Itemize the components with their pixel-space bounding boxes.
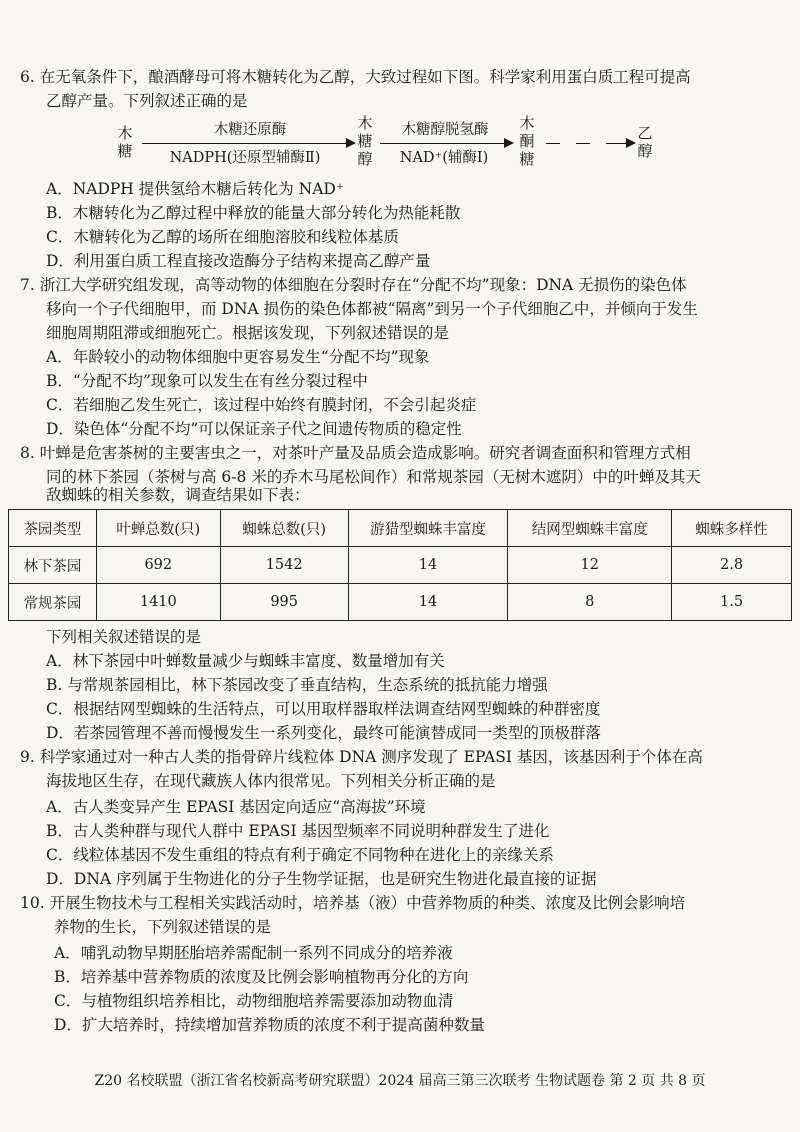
q9-option-a: A．古人类变异产生 EPASI 基因定向适应“高海拔”环境	[46, 798, 426, 816]
q7-stem-line2: 移向一个子代细胞甲，而 DNA 损伤的染色体都被“隔离”到另一个子代细胞乙中，并倾向于发生	[46, 300, 698, 318]
arrow1-enzyme-label: 木糖还原酶	[213, 122, 287, 138]
arrow1-cofactor-label: NADPH(还原型辅酶Ⅱ)	[169, 150, 321, 166]
q10-stem-line1: 10. 开展生物技术与工程相关实践活动时，培养基（液）中营养物质的种类、浓度及比例会影响培	[20, 894, 686, 912]
survey-table	[8, 509, 792, 621]
table-cell: 14	[348, 547, 508, 584]
col-header: 蜘蛛多样性	[672, 510, 792, 547]
q10-option-c: C．与植物组织培养相比，动物细胞培养需要添加动物血清	[54, 992, 454, 1010]
q8-option-b: B. 与常规茶园相比，林下茶园改变了垂直结构，生态系统的抵抗能力增强	[46, 676, 548, 694]
table-cell: 1.5	[672, 584, 792, 621]
q7-option-d: D．染色体“分配不均”可以保证亲子代之间遗传物质的稳定性	[46, 420, 462, 438]
q8-stem-line2: 同的林下茶园（茶树与高 6-8 米的乔木马尾松间作）和常规茶园（无树木遮阴）中的叶蝉及其天	[46, 468, 701, 486]
col-header: 茶园类型	[9, 510, 97, 547]
col-header: 结网型蜘蛛丰富度	[508, 510, 672, 547]
col-header: 蜘蛛总数(只)	[220, 510, 348, 547]
table-row	[9, 547, 792, 584]
table-header-row	[9, 510, 792, 547]
table-row	[9, 584, 792, 621]
q6-option-d: D．利用蛋白质工程直接改造酶分子结构来提高乙醇产量	[46, 252, 431, 270]
q7-option-c: C．若细胞乙发生死亡，该过程中始终有膜封闭，不会引起炎症	[46, 396, 477, 414]
q8-stem-line3: 敌蜘蛛的相关参数，调查结果如下表：	[46, 486, 310, 504]
q8-stem-line1: 8. 叶蝉是危害茶树的主要害虫之一，对茶叶产量及品质会造成影响。研究者调查面积和管理方式相	[20, 444, 691, 462]
q10-option-a: A．哺乳动物早期胚胎培养需配制一系列不同成分的培养液	[54, 944, 453, 962]
arrow3-line	[606, 143, 628, 144]
dash-1	[546, 143, 560, 144]
q8-option-a: A．林下茶园中叶蝉数量减少与蜘蛛丰富度、数量增加有关	[46, 652, 445, 670]
q10-stem-line2: 养物的生长，下列叙述错误的是	[54, 918, 272, 936]
arrow2-line	[380, 143, 506, 144]
q6-option-c: C．木糖转化为乙醇的场所在细胞溶胶和线粒体基质	[46, 228, 399, 246]
q9-stem-line2: 海拔地区生存，在现代藏族人体内很常见。下列相关分析正确的是	[46, 772, 496, 790]
node-xylitol: 木 糖 醇	[357, 114, 373, 168]
q10-option-d: D．扩大培养时，持续增加营养物质的浓度不利于提高菌种数量	[54, 1016, 485, 1034]
q9-option-b: B．古人类种群与现代人群中 EPASI 基因型频率不同说明种群发生了进化	[46, 822, 550, 840]
arrow3-head	[626, 138, 636, 148]
q9-stem-line1: 9. 科学家通过对一种古人类的指骨碎片线粒体 DNA 测序发现了 EPASI 基因，该基因利于个体在高	[20, 748, 703, 766]
node-xylose: 木 糖	[117, 124, 133, 160]
q7-option-b: B．“分配不均”现象可以发生在有丝分裂过程中	[46, 372, 368, 390]
q9-option-d: D．DNA 序列属于生物进化的分子生物学证据，也是研究生物进化最直接的证据	[46, 870, 597, 888]
q6-option-a: A．NADPH 提供氢给木糖后转化为 NAD⁺	[46, 180, 345, 198]
q7-stem-line1: 7. 浙江大学研究组发现，高等动物的体细胞在分裂时存在“分配不均”现象：DNA 无损伤的染色体	[20, 276, 687, 294]
table-cell: 692	[96, 547, 220, 584]
table-cell: 林下茶园	[9, 547, 97, 584]
table-cell: 12	[508, 547, 672, 584]
q10-option-b: B．培养基中营养物质的浓度及比例会影响植物再分化的方向	[54, 968, 469, 986]
arrow2-head	[504, 138, 514, 148]
q6-stem-line2: 乙醇产量。下列叙述正确的是	[46, 92, 248, 110]
node-xylulose: 木 酮 糖	[519, 114, 535, 168]
table-cell: 1410	[96, 584, 220, 621]
q8-option-d: D．若茶园管理不善而慢慢发生一系列变化，最终可能演替成同一类型的顶极群落	[46, 724, 601, 742]
arrow1-head	[346, 138, 356, 148]
table-cell: 995	[220, 584, 348, 621]
q8-option-c: C．根据结网型蜘蛛的生活特点，可以用取样器取样法调查结网型蜘蛛的种群密度	[46, 700, 601, 718]
q7-stem-line3: 细胞周期阻滞或细胞死亡。根据该发现，下列叙述错误的是	[46, 324, 450, 342]
table-cell: 8	[508, 584, 672, 621]
q6-option-b: B．木糖转化为乙醇过程中释放的能量大部分转化为热能耗散	[46, 204, 461, 222]
page-footer: Z20 名校联盟（浙江省名校新高考研究联盟）2024 届高三第三次联考 生物试题卷 第 2 页 共 8 页	[94, 1073, 706, 1089]
node-ethanol: 乙 醇	[637, 124, 653, 160]
dash-2	[576, 143, 590, 144]
arrow2-enzyme-label: 木糖醇脱氢酶	[401, 122, 489, 138]
q8-after-table: 下列相关叙述错误的是	[46, 628, 202, 646]
table-cell: 常规茶园	[9, 584, 97, 621]
arrow1-line	[142, 143, 348, 144]
col-header: 叶蝉总数(只)	[96, 510, 220, 547]
q9-option-c: C．线粒体基因不发生重组的特点有利于确定不同物种在进化上的亲缘关系	[46, 846, 554, 864]
table-cell: 2.8	[672, 547, 792, 584]
table-cell: 14	[348, 584, 508, 621]
q6-stem-line1: 6. 在无氧条件下，酿酒酵母可将木糖转化为乙醇，大致过程如下图。科学家利用蛋白质工程可提高	[20, 68, 691, 86]
col-header: 游猎型蜘蛛丰富度	[348, 510, 508, 547]
table-cell: 1542	[220, 547, 348, 584]
q7-option-a: A．年龄较小的动物体细胞中更容易发生“分配不均”现象	[46, 348, 430, 366]
arrow2-cofactor-label: NAD⁺(辅酶Ⅰ)	[399, 150, 489, 166]
